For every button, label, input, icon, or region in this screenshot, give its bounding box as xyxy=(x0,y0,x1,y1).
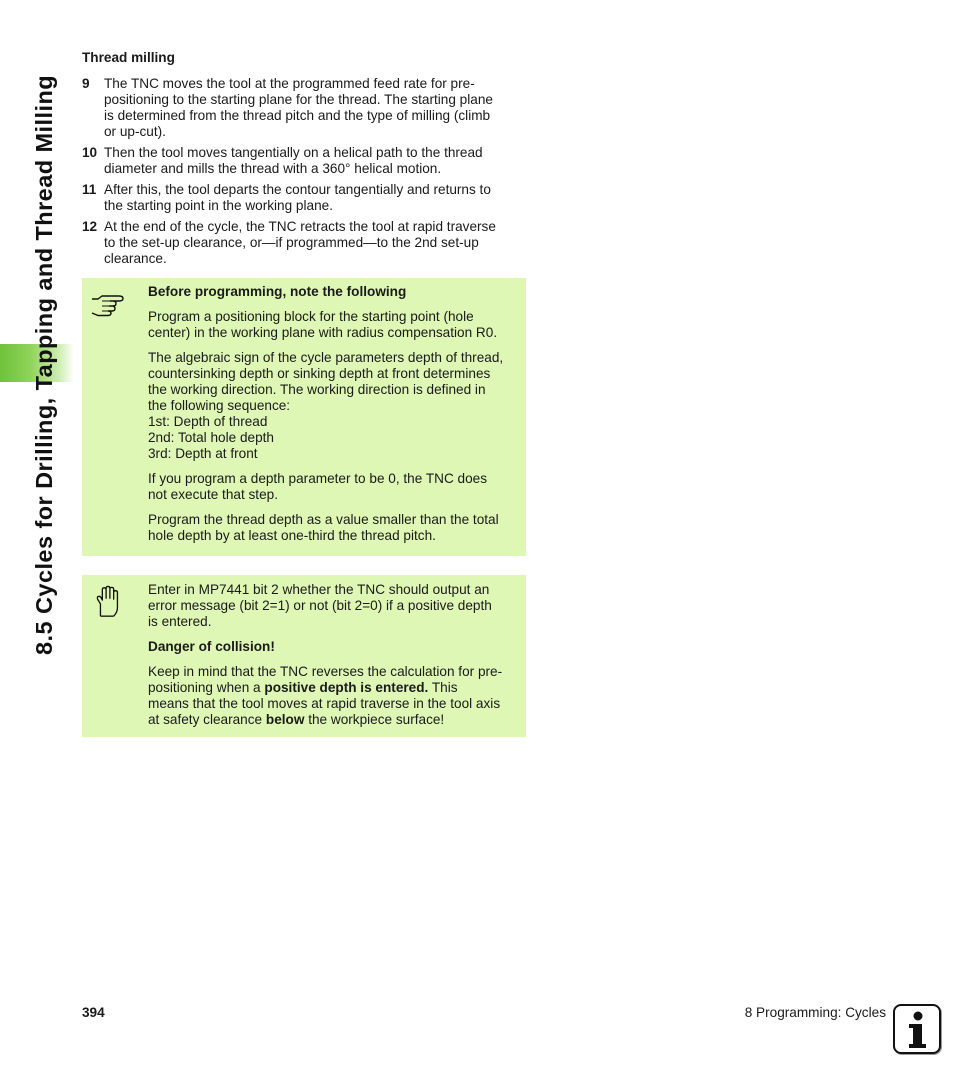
step-text: Then the tool moves tangentially on a helical path to the thread diameter and mills the thread with a 360° helical motion. xyxy=(104,145,483,176)
programming-note-box xyxy=(82,278,526,556)
warning-paragraph: Keep in mind that the TNC reverses the calculation for pre- positioning when a positive depth is entered. This means that the tool moves at rapid traverse in the tool axis at safety clearance below the workpiece surface! xyxy=(148,664,503,727)
info-icon[interactable] xyxy=(893,1004,941,1054)
step-number: 11 xyxy=(82,182,97,197)
section-side-title: 8.5 Cycles for Drilling, Tapping and Thread Milling xyxy=(31,74,57,655)
warning-hand-icon xyxy=(90,585,126,619)
info-glyph xyxy=(895,1006,939,1052)
step-number: 10 xyxy=(82,145,98,160)
note-paragraph: The algebraic sign of the cycle parameters depth of thread, countersinking depth or sinking depth at front determines the working direction. The working direction is defined in the following sequence: 1st: Depth of thread 2nd: Total hole depth 3rd: Depth at front xyxy=(148,350,504,461)
emphasis-text: positive depth is entered. xyxy=(264,680,429,695)
chapter-label: 8 Programming: Cycles xyxy=(744,1005,886,1020)
step-text: At the end of the cycle, the TNC retracts the tool at rapid traverse to the set-up clearance, or—if programmed—to the 2nd set-up clearance. xyxy=(104,219,496,266)
step-text: The TNC moves the tool at the programmed feed rate for pre- positioning to the starting plane for the thread. The starting plane is determined from the thread pitch and the type of milling (climb or up-cut). xyxy=(104,76,493,139)
step-item xyxy=(82,145,526,177)
page-number: 394 xyxy=(82,1005,105,1020)
emphasis-text: below xyxy=(265,712,305,727)
step-list xyxy=(82,76,526,267)
step-text: After this, the tool departs the contour tangentially and returns to the starting point in the working plane. xyxy=(104,182,491,213)
note-title: Before programming, note the following xyxy=(148,284,407,299)
thread-milling-section xyxy=(82,50,526,272)
step-item xyxy=(82,76,526,140)
note-paragraph: Program the thread depth as a value smaller than the total hole depth by at least one-third the thread pitch. xyxy=(148,512,499,543)
step-number: 12 xyxy=(82,219,98,234)
danger-heading: Danger of collision! xyxy=(148,639,275,654)
step-item xyxy=(82,182,526,214)
warning-paragraph: Enter in MP7441 bit 2 whether the TNC should output an error message (bit 2=1) or not (bit 2=0) if a positive depth is entered. xyxy=(148,582,492,629)
note-paragraph: If you program a depth parameter to be 0, the TNC does not execute that step. xyxy=(148,471,488,502)
warning-note-box xyxy=(82,575,526,737)
step-number: 9 xyxy=(82,76,90,91)
note-paragraph: Program a positioning block for the starting point (hole center) in the working plane with radius compensation R0. xyxy=(148,309,498,340)
step-item xyxy=(82,219,526,267)
section-heading: Thread milling xyxy=(82,50,175,65)
pointing-hand-icon xyxy=(90,288,126,318)
